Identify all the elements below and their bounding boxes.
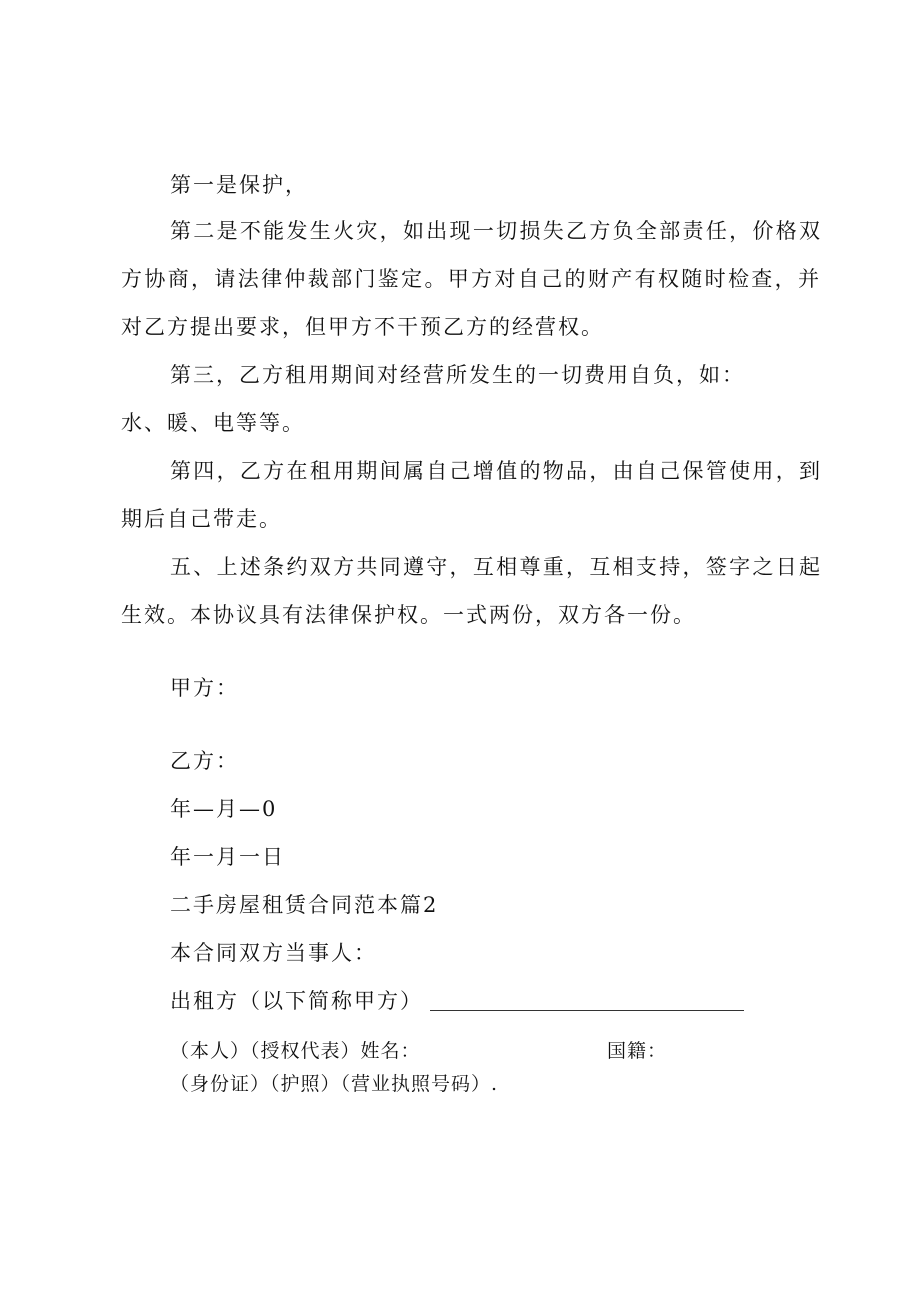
clause-2-line-3: 对乙方提出要求，但甲方不干预乙方的经营权。 — [121, 315, 604, 339]
party-a-signature-label: 甲方： — [170, 676, 239, 700]
signing-date-line-2: 年一月一日 — [170, 845, 285, 869]
section-title: 二手房屋租赁合同范本篇2 — [170, 893, 439, 917]
clause-2-line-1: 第二是不能发生火灾，如出现一切损失乙方负全部责任，价格双 — [170, 219, 820, 243]
clause-2-line-2: 方协商，请法律仲裁部门鉴定。甲方对自己的财产有权随时检查，并 — [121, 267, 819, 291]
signing-date-line-1: 年—月—0 — [170, 797, 278, 821]
clause-5-line-2: 生效。本协议具有法律保护权。一式两份，双方各一份。 — [121, 603, 696, 627]
clause-4-line-1: 第四，乙方在租用期间属自己增值的物品，由自己保管使用，到 — [170, 459, 820, 483]
clause-3-line-2: 水、暖、电等等。 — [121, 411, 305, 435]
party-b-signature-label: 乙方： — [170, 749, 239, 773]
representative-name-label: （本人）（授权代表）姓名： — [170, 1040, 421, 1062]
clause-4-line-2: 期后自己带走。 — [121, 507, 282, 531]
clause-1-text: 第一是保护， — [170, 173, 308, 197]
parties-intro: 本合同双方当事人： — [170, 941, 377, 965]
nationality-label: 国籍： — [607, 1040, 668, 1062]
id-document-label: （身份证）（护照）（营业执照号码）. — [170, 1073, 499, 1095]
lessor-label: 出租方（以下简称甲方） — [170, 989, 423, 1013]
clause-5-line-1: 五、上述条约双方共同遵守，互相尊重，互相支持，签字之日起 — [170, 555, 820, 579]
clause-3-line-1: 第三，乙方租用期间对经营所发生的一切费用自负，如： — [170, 363, 745, 387]
lessor-fill-line — [430, 1010, 744, 1011]
